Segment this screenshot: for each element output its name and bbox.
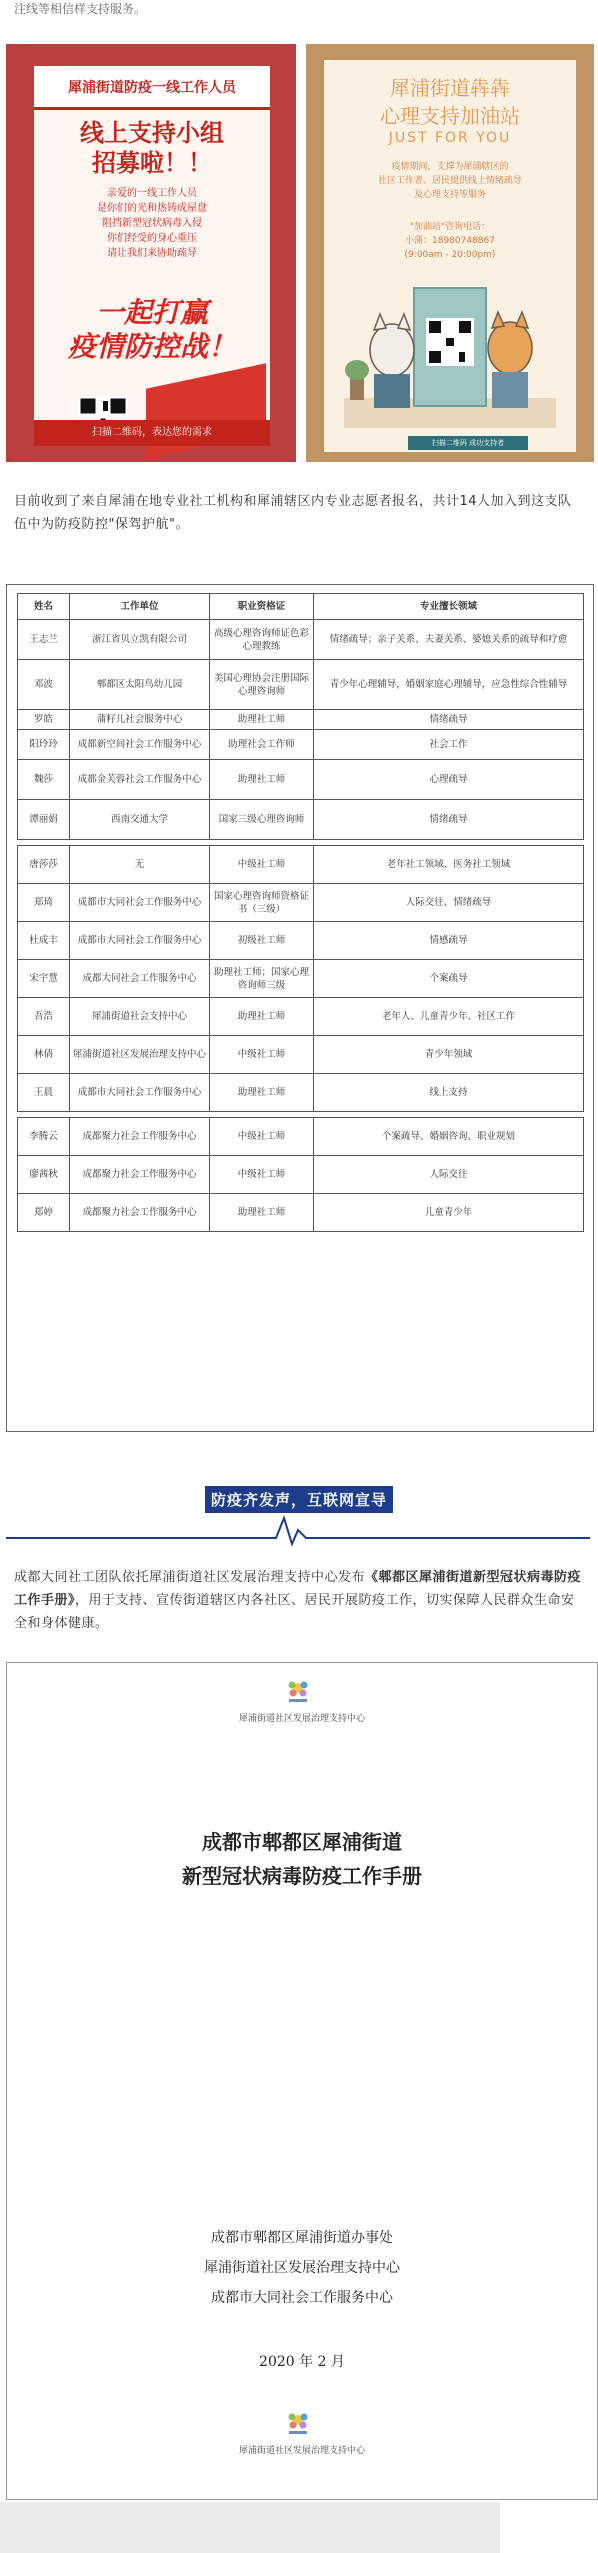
cell-unit: 成都聚力社会工作服务中心 — [70, 1156, 210, 1194]
poster-slogan — [34, 296, 270, 364]
issuer-line: 成都市郫都区犀浦街道办事处 — [211, 2230, 393, 2246]
headline-line-2: 招募啦！！ — [92, 149, 212, 177]
section-heading — [0, 1486, 598, 1513]
header-unit: 工作单位 — [70, 594, 210, 620]
manual-title-line-2: 新型冠状病毒防疫工作手册 — [182, 1864, 422, 1888]
cell-unit: 成都新空间社会工作服务中心 — [70, 730, 210, 760]
cell-specialty: 人际交往 — [314, 1156, 584, 1194]
cell-unit: 成都市大同社会工作服务中心 — [70, 922, 210, 960]
outro-paragraph — [14, 1566, 582, 1635]
table-row — [18, 710, 584, 730]
next-page-edge — [0, 2502, 500, 2553]
poster-scan-text: 扫描二维码，表达您的需求 — [34, 420, 270, 446]
hotline-phone: 小蒲：18980748867 — [405, 236, 495, 246]
table-header-row — [18, 594, 584, 620]
message-line: 请让我们来协助疏导 — [107, 248, 197, 259]
table-row — [18, 846, 584, 884]
cell-name: 宋宇慧 — [18, 960, 70, 998]
message-line: 你们经受的身心重压 — [107, 233, 197, 244]
intro-paragraph: 目前收到了来自犀浦在地专业社工机构和犀浦辖区内专业志愿者报名，共计14人加入到这支队伍中为防疫防控"保驾护航"。 — [14, 494, 572, 532]
pulse-line-icon — [6, 1510, 590, 1546]
cell-qualification: 助理社工师 — [210, 760, 314, 800]
table-row — [18, 620, 584, 660]
poster-title-2: 心理支持加油站 — [380, 104, 520, 128]
cell-qualification: 美国心理协会注册国际心理咨询师 — [210, 660, 314, 710]
cell-specialty: 青少年领域 — [314, 1036, 584, 1074]
cell-qualification: 高级心理咨询师证色彩心理教练 — [210, 620, 314, 660]
outro-text-2: ，用于支持、宣传街道辖区内各社区、居民开展防疫工作，切实保障人民群众生命安全和身体健康。 — [14, 1593, 575, 1631]
cell-unit: 浙江省贝立凯有限公司 — [70, 620, 210, 660]
cell-name: 王志兰 — [18, 620, 70, 660]
cell-unit: 成都聚力社会工作服务中心 — [70, 1194, 210, 1232]
manual-title-line-1: 成都市郫都区犀浦街道 — [202, 1830, 402, 1854]
header-name: 姓名 — [18, 594, 70, 620]
cell-name: 李腾云 — [18, 1118, 70, 1156]
poster-headline — [34, 118, 270, 178]
cell-name: 杜成丰 — [18, 922, 70, 960]
cell-unit: 成都市大同社会工作服务中心 — [70, 1074, 210, 1112]
cell-specialty: 心理疏导 — [314, 760, 584, 800]
table-row — [18, 1194, 584, 1232]
cell-qualification: 初级社工师 — [210, 922, 314, 960]
cell-name: 郑琦 — [18, 884, 70, 922]
table-row — [18, 1156, 584, 1194]
cell-qualification: 助理社工师 — [210, 998, 314, 1036]
cell-qualification: 中级社工师 — [210, 1036, 314, 1074]
cell-unit: 郫都区太阳鸟幼儿园 — [70, 660, 210, 710]
recruitment-poster — [6, 44, 296, 462]
cell-name: 邓波 — [18, 660, 70, 710]
cell-specialty: 社会工作 — [314, 730, 584, 760]
cell-qualification: 国家心理咨询师资格证书（三级） — [210, 884, 314, 922]
top-caption: 注线等相信样支持服务。 — [14, 2, 147, 16]
cell-specialty: 青少年心理辅导，婚姻家庭心理辅导，应急性综合性辅导 — [314, 660, 584, 710]
poster-message — [34, 186, 270, 261]
volunteer-table-frame — [6, 584, 594, 1432]
cell-qualification: 助理社工师；国家心理咨询师三级 — [210, 960, 314, 998]
slogan-line-1: 一起打赢 — [95, 296, 208, 329]
table-body — [18, 620, 584, 1232]
slogan-line-2: 疫情防控战！ — [67, 330, 236, 363]
cell-specialty: 情绪疏导 — [314, 710, 584, 730]
cell-unit: 西南交通大学 — [70, 800, 210, 840]
table-row — [18, 730, 584, 760]
poster-message — [324, 160, 576, 202]
manual-title-link: 《郫都区犀浦街道新型冠状病毒防疫工作手册》 — [14, 1570, 582, 1608]
poster-header: 犀浦街道防疫一线工作人员 — [34, 66, 270, 110]
poster-panel — [324, 60, 576, 452]
cell-specialty: 情感疏导 — [314, 922, 584, 960]
issuer-line: 成都市大同社会工作服务中心 — [211, 2290, 393, 2306]
headline-line-1: 线上支持小组 — [80, 119, 224, 147]
cell-name: 阳玲玲 — [18, 730, 70, 760]
cell-name: 郑婷 — [18, 1194, 70, 1232]
table-row — [18, 1036, 584, 1074]
cell-specialty: 情绪疏导 — [314, 800, 584, 840]
table-row — [18, 998, 584, 1036]
outro-text-1: 成都大同社工团队依托犀浦街道社区发展治理支持中心发布 — [14, 1570, 366, 1585]
psych-support-poster — [306, 44, 594, 462]
manual-date: 2020 年 2 月 — [259, 2354, 345, 2370]
cell-unit: 成都大同社会工作服务中心 — [70, 960, 210, 998]
cell-unit: 无 — [70, 846, 210, 884]
cell-qualification: 中级社工师 — [210, 1118, 314, 1156]
section-heading-text: 防疫齐发声，互联网宣导 — [205, 1486, 393, 1513]
cell-name: 谭丽娟 — [18, 800, 70, 840]
cell-qualification: 中级社工师 — [210, 1156, 314, 1194]
table-row — [18, 1074, 584, 1112]
message-line: 及心理支持等服务 — [413, 190, 486, 200]
cell-name: 吾浩 — [18, 998, 70, 1036]
manual-issuers — [7, 2223, 597, 2313]
message-line: 是你们的光和热铸成屋盘 — [97, 203, 207, 214]
table-row — [18, 922, 584, 960]
cell-unit: 蒲籽儿社会服务中心 — [70, 710, 210, 730]
message-line: 阻挡新型冠状病毒入侵 — [102, 218, 202, 229]
poster-scan-text: 扫描二维码 成功支持者 — [408, 436, 528, 450]
issuer-line: 犀浦街道社区发展治理支持中心 — [204, 2260, 400, 2276]
cell-specialty: 老年社工领域、医务社工领域 — [314, 846, 584, 884]
cell-unit: 犀浦街道社区发展治理支持中心 — [70, 1036, 210, 1074]
cell-unit: 成都聚力社会工作服务中心 — [70, 1118, 210, 1156]
poster-title-3: JUST FOR YOU — [388, 130, 512, 146]
hotline-label: "加油站"咨询电话： — [409, 222, 491, 232]
message-line: 社区工作者、居民提供线上情绪疏导 — [377, 176, 522, 186]
org-logo-icon — [283, 1675, 313, 1705]
cell-unit: 犀浦街道社会支持中心 — [70, 998, 210, 1036]
cell-name: 罗皓 — [18, 710, 70, 730]
table-row — [18, 960, 584, 998]
table-row — [18, 800, 584, 840]
poster-title-1: 犀浦街道犇犇 — [390, 76, 510, 100]
cell-name: 唐莎莎 — [18, 846, 70, 884]
cell-name: 林倩 — [18, 1036, 70, 1074]
cell-name: 王晨 — [18, 1074, 70, 1112]
manual-title — [7, 1825, 597, 1893]
header-qualification: 职业资格证 — [210, 594, 314, 620]
table-row — [18, 1118, 584, 1156]
cats-illustration-icon — [344, 278, 556, 428]
cell-specialty: 线上支持 — [314, 1074, 584, 1112]
cell-specialty: 个案疏导 — [314, 960, 584, 998]
volunteer-table — [17, 593, 584, 1232]
cell-specialty: 老年人、儿童青少年、社区工作 — [314, 998, 584, 1036]
table-row — [18, 660, 584, 710]
cell-qualification: 助理社工师 — [210, 1194, 314, 1232]
cell-qualification: 助理社工师 — [210, 1074, 314, 1112]
manual-cover — [6, 1662, 598, 2500]
cell-qualification: 助理社会工作师 — [210, 730, 314, 760]
table-row — [18, 884, 584, 922]
org-logo-icon — [283, 2407, 313, 2437]
org-name-top: 犀浦街道社区发展治理支持中心 — [238, 1714, 365, 1724]
message-line: 疫情期间，支撑为犀浦辖区的 — [391, 162, 509, 172]
cell-name: 魏莎 — [18, 760, 70, 800]
cell-qualification: 中级社工师 — [210, 846, 314, 884]
org-name-bottom: 犀浦街道社区发展治理支持中心 — [238, 2446, 365, 2456]
cell-qualification: 国家三级心理咨询师 — [210, 800, 314, 840]
header-specialty: 专业擅长领域 — [314, 594, 584, 620]
cell-specialty: 情绪疏导；亲子关系、夫妻关系、婆媳关系的疏导和疗愈 — [314, 620, 584, 660]
table-row — [18, 760, 584, 800]
poster-panel — [34, 66, 270, 446]
cell-qualification: 助理社工师 — [210, 710, 314, 730]
cell-specialty: 个案疏导、婚姻咨询、职业规划 — [314, 1118, 584, 1156]
cell-specialty: 人际交往、情绪疏导 — [314, 884, 584, 922]
cell-unit: 成都市大同社会工作服务中心 — [70, 884, 210, 922]
hotline-time: (9:00am - 20:00pm) — [404, 250, 496, 260]
cell-specialty: 儿童青少年 — [314, 1194, 584, 1232]
poster-hotline — [324, 220, 576, 262]
cell-name: 廖茜秋 — [18, 1156, 70, 1194]
cell-unit: 成都金芙蓉社会工作服务中心 — [70, 760, 210, 800]
message-line: 亲爱的一线工作人员 — [107, 188, 197, 199]
